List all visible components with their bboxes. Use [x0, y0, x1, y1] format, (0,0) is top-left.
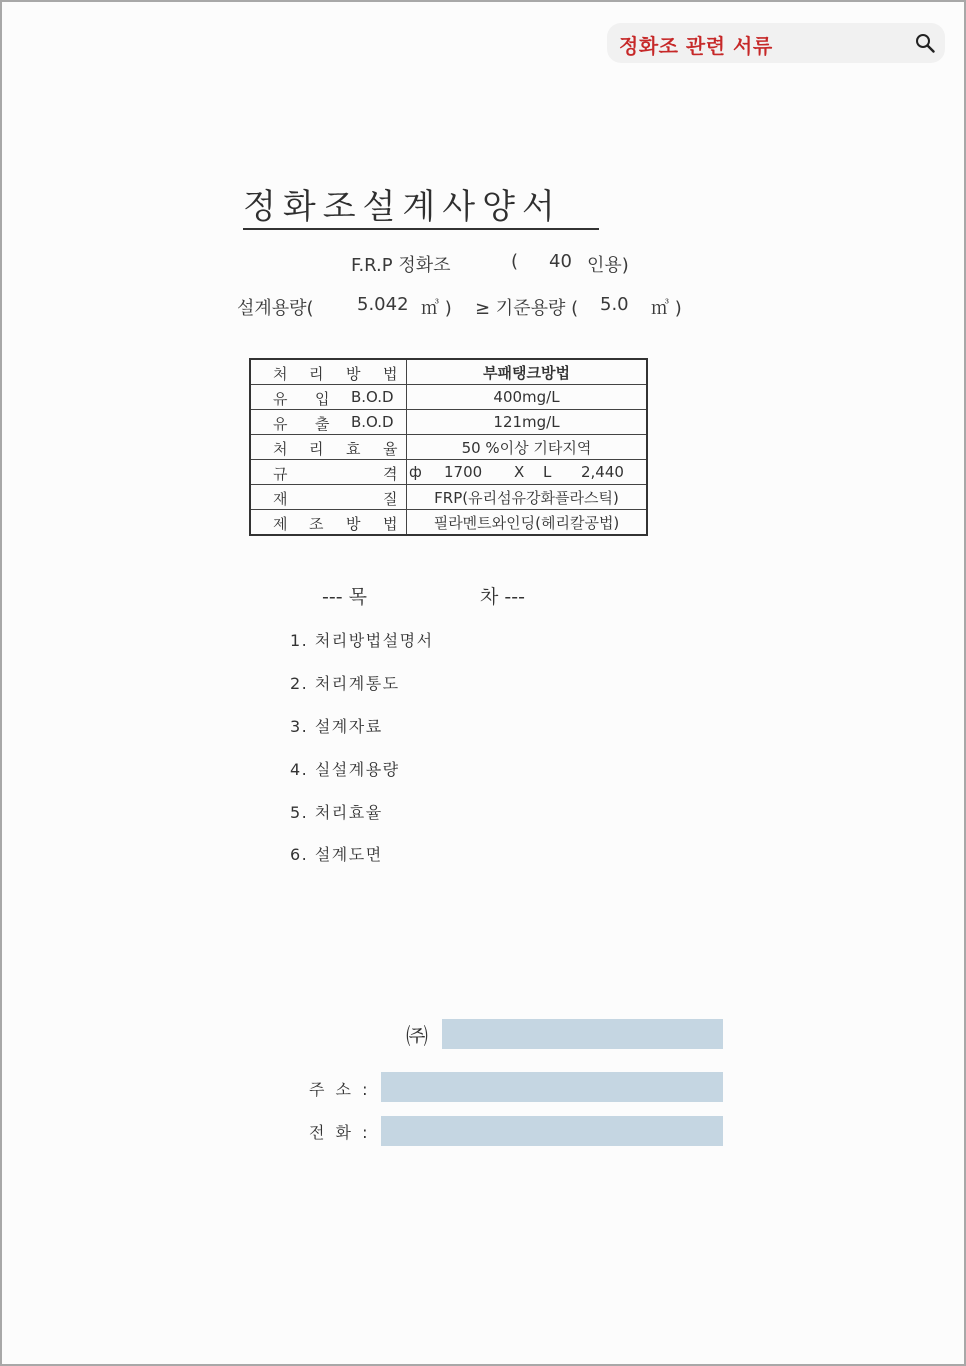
address-redacted: [381, 1072, 723, 1102]
design-volume-unit: ㎥ ): [421, 298, 452, 319]
toc-item: 6. 설계도면: [290, 845, 383, 864]
table-row: 유 출 B.O.D 121mg/L: [250, 410, 647, 435]
design-volume-value: 5.042: [357, 294, 409, 315]
phi-symbol: ф: [409, 463, 422, 481]
spec-value: 400mg/L: [407, 385, 648, 410]
spec-value: ф 1700 X L 2,440: [407, 460, 648, 485]
toc-item: 5. 처리효율: [290, 803, 383, 822]
toc-heading-right: 차 ---: [480, 586, 525, 608]
phone-redacted: [381, 1116, 723, 1146]
toc-item: 1. 처리방법설명서: [290, 631, 434, 650]
toc-item: 3. 설계자료: [290, 717, 383, 736]
search-bar[interactable]: [607, 23, 945, 63]
address-label: 주 소 :: [309, 1080, 371, 1099]
spec-value: 부패탱크방법: [407, 359, 648, 385]
table-row: 처 리 효 율 50 %이상 기타지역: [250, 435, 647, 460]
table-row: 재 질 FRP(유리섬유강화플라스틱): [250, 485, 647, 510]
standard-volume-label: ≥ 기준용량 (: [475, 298, 579, 319]
table-row: 제 조 방 법 필라멘트와인딩(헤리칼공법): [250, 510, 647, 536]
toc-item: 2. 처리계통도: [290, 674, 400, 693]
standard-volume-value: 5.0: [600, 294, 629, 315]
search-label: 정화조 관련 서류: [619, 34, 773, 58]
diameter-value: 1700: [444, 463, 483, 481]
spec-value: 50 %이상 기타지역: [407, 435, 648, 460]
phone-label: 전 화 :: [309, 1123, 371, 1142]
table-row: 유 입 B.O.D 400mg/L: [250, 385, 647, 410]
length-value: 2,440: [581, 463, 624, 481]
product-name: F.R.P 정화조: [351, 255, 451, 276]
spec-value: FRP(유리섬유강화플라스틱): [407, 485, 648, 510]
standard-volume-unit: ㎥ ): [651, 298, 682, 319]
toc-item: 4. 실설계용량: [290, 760, 400, 779]
spec-table: [249, 358, 648, 536]
table-row: 처 리 방 법 부패탱크방법: [250, 359, 647, 385]
document-title: 정화조설계사양서: [243, 186, 599, 230]
spec-value: 필라멘트와인딩(헤리칼공법): [407, 510, 648, 536]
search-icon[interactable]: [915, 33, 935, 53]
capacity-value: 40: [549, 251, 572, 272]
company-name-redacted: [442, 1019, 723, 1049]
company-mark: ㈜: [406, 1025, 429, 1050]
toc-heading-left: --- 목: [322, 586, 367, 608]
design-volume-label: 설계용량(: [237, 298, 314, 319]
spec-value: 121mg/L: [407, 410, 648, 435]
capacity-open-paren: (: [511, 251, 519, 272]
table-row: 규 격 ф 1700 X L 2,440: [250, 460, 647, 485]
capacity-unit: 인용): [587, 255, 629, 276]
